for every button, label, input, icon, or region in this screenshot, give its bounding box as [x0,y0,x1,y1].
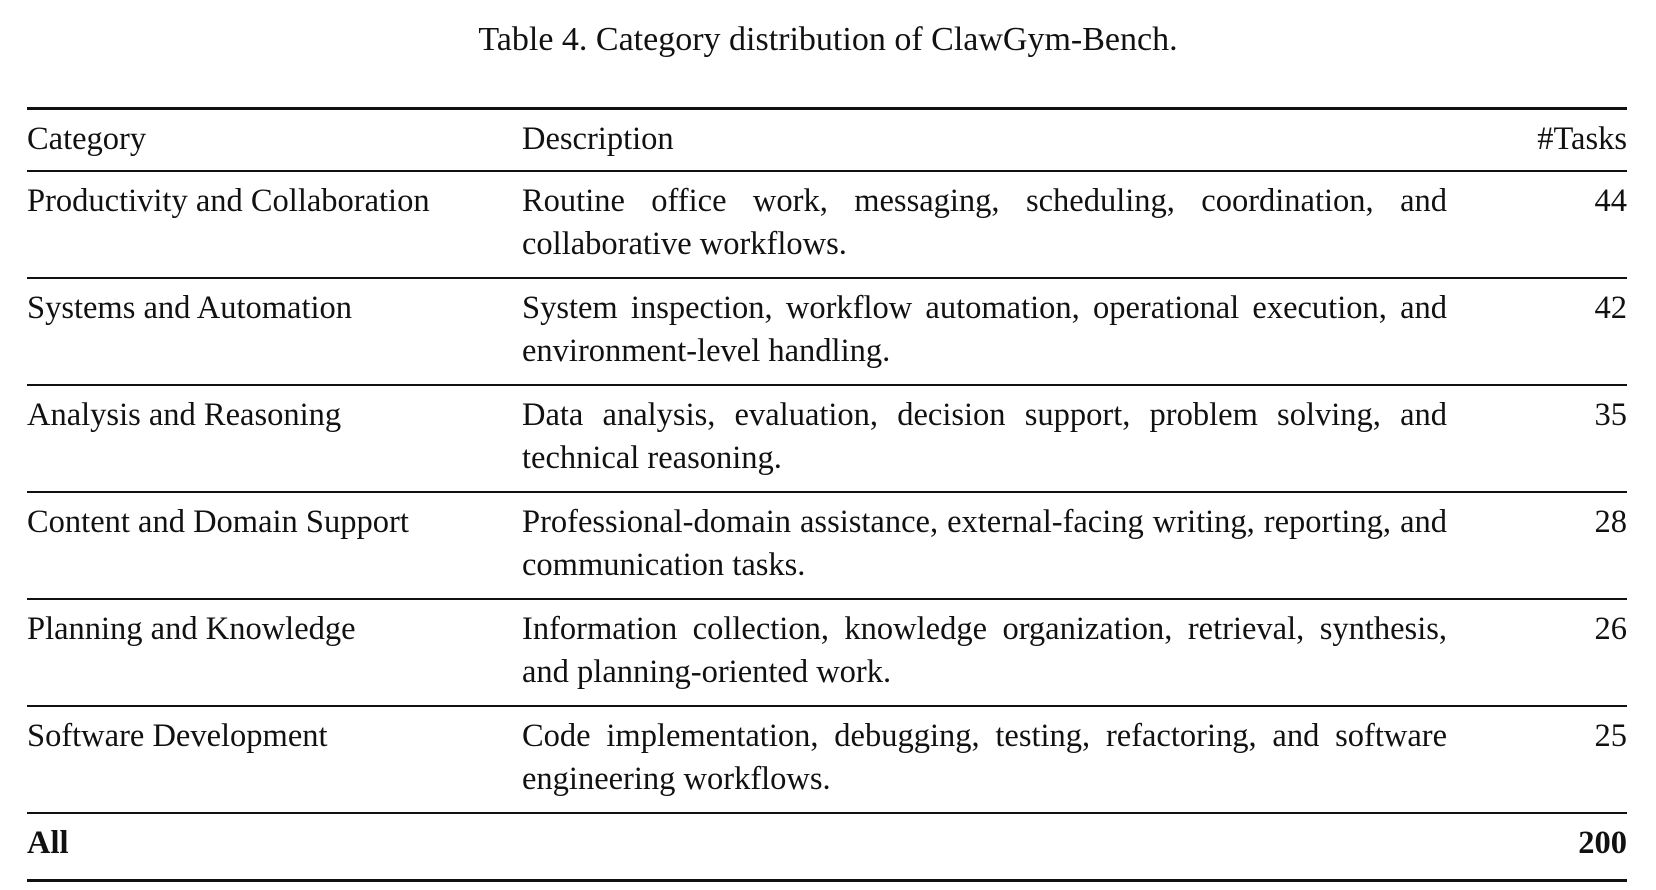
header-description: Description [522,121,674,157]
table-row [27,706,1627,813]
category-cell: Analysis and Reasoning [27,397,342,433]
table-row [27,278,1627,385]
category-cell: Software Development [27,718,328,754]
category-cell: Systems and Automation [27,290,352,326]
description-cell: Professional-domain assistance, external-facing writing, reporting, and communication tasks. [522,504,1447,583]
table-row [27,492,1627,599]
table-caption: Table 4. Category distribution of ClawGym-Bench. [478,21,1178,58]
total-tasks: 200 [1578,825,1627,861]
description-cell: System inspection, workflow automation, operational execution, and environment-level handling. [522,290,1447,369]
total-row [27,813,1627,881]
header-tasks: #Tasks [1537,121,1627,157]
tasks-cell: 42 [1594,290,1627,326]
tasks-cell: 44 [1594,183,1627,219]
total-description-empty [522,813,1497,881]
category-table [27,107,1627,882]
total-label: All [27,825,69,861]
tasks-cell: 26 [1594,611,1627,647]
header-category: Category [27,121,147,157]
tasks-cell: 28 [1594,504,1627,540]
table-row [27,599,1627,706]
table-header-row [27,109,1627,172]
description-cell: Information collection, knowledge organization, retrieval, synthesis, and planning-oriented work. [522,611,1447,690]
tasks-cell: 25 [1594,718,1627,754]
description-cell: Routine office work, messaging, scheduling, coordination, and collaborative workflows. [522,183,1447,262]
description-cell: Data analysis, evaluation, decision support, problem solving, and technical reasoning. [522,397,1447,476]
table-row [27,171,1627,278]
description-cell: Code implementation, debugging, testing, refactoring, and software engineering workflows. [522,718,1447,797]
category-table-container [27,107,1627,882]
category-cell: Productivity and Collaboration [27,183,430,219]
tasks-cell: 35 [1594,397,1627,433]
category-cell: Content and Domain Support [27,504,409,540]
table-row [27,385,1627,492]
category-cell: Planning and Knowledge [27,611,356,647]
